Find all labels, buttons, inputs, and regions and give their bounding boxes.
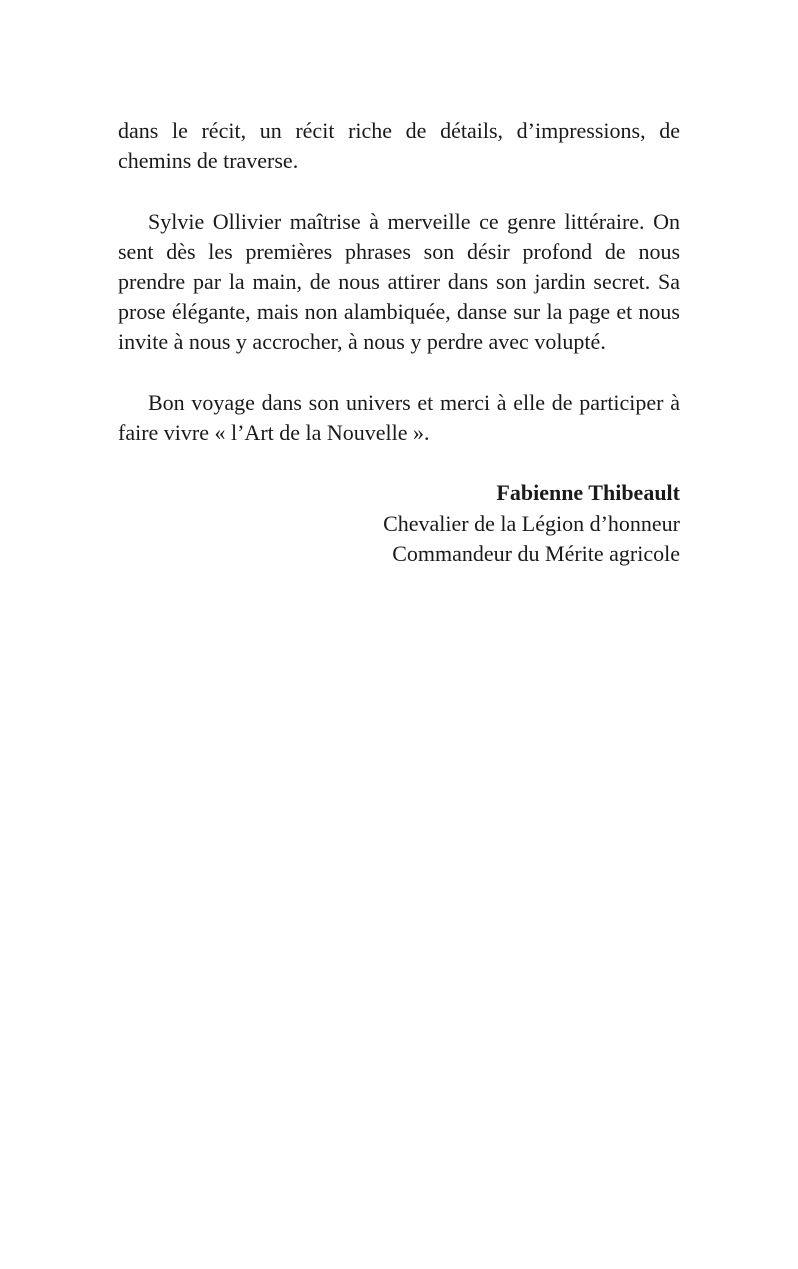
paragraph-spacer	[118, 358, 680, 388]
signature-name: Fabienne Thibeault	[496, 480, 680, 506]
paragraph-continuation: dans le récit, un récit riche de détails, d’impressions, de chemins de traverse.	[118, 118, 680, 174]
paragraph-spacer	[118, 176, 680, 206]
paragraph-spacer	[118, 448, 680, 478]
signature-title-1: Chevalier de la Légion d’honneur	[383, 510, 680, 536]
paragraph-closing: Bon voyage dans son univers et merci à elle de participer à faire vivre « l’Art de la Nouvelle ».	[118, 389, 680, 445]
paragraph-author-praise: Sylvie Ollivier maîtrise à merveille ce genre littéraire. On sent dès les premières phrases son désir profond de nous prendre par la main, de nous attirer dans son jardin secret. Sa prose élégante, mais non alambiquée, danse sur la page et nous invite à nous y accrocher, à nous y perdre avec volupté.	[118, 208, 680, 355]
document-page	[118, 116, 680, 569]
signature-block	[118, 478, 680, 569]
signature-title-2: Commandeur du Mérite agricole	[392, 540, 680, 566]
